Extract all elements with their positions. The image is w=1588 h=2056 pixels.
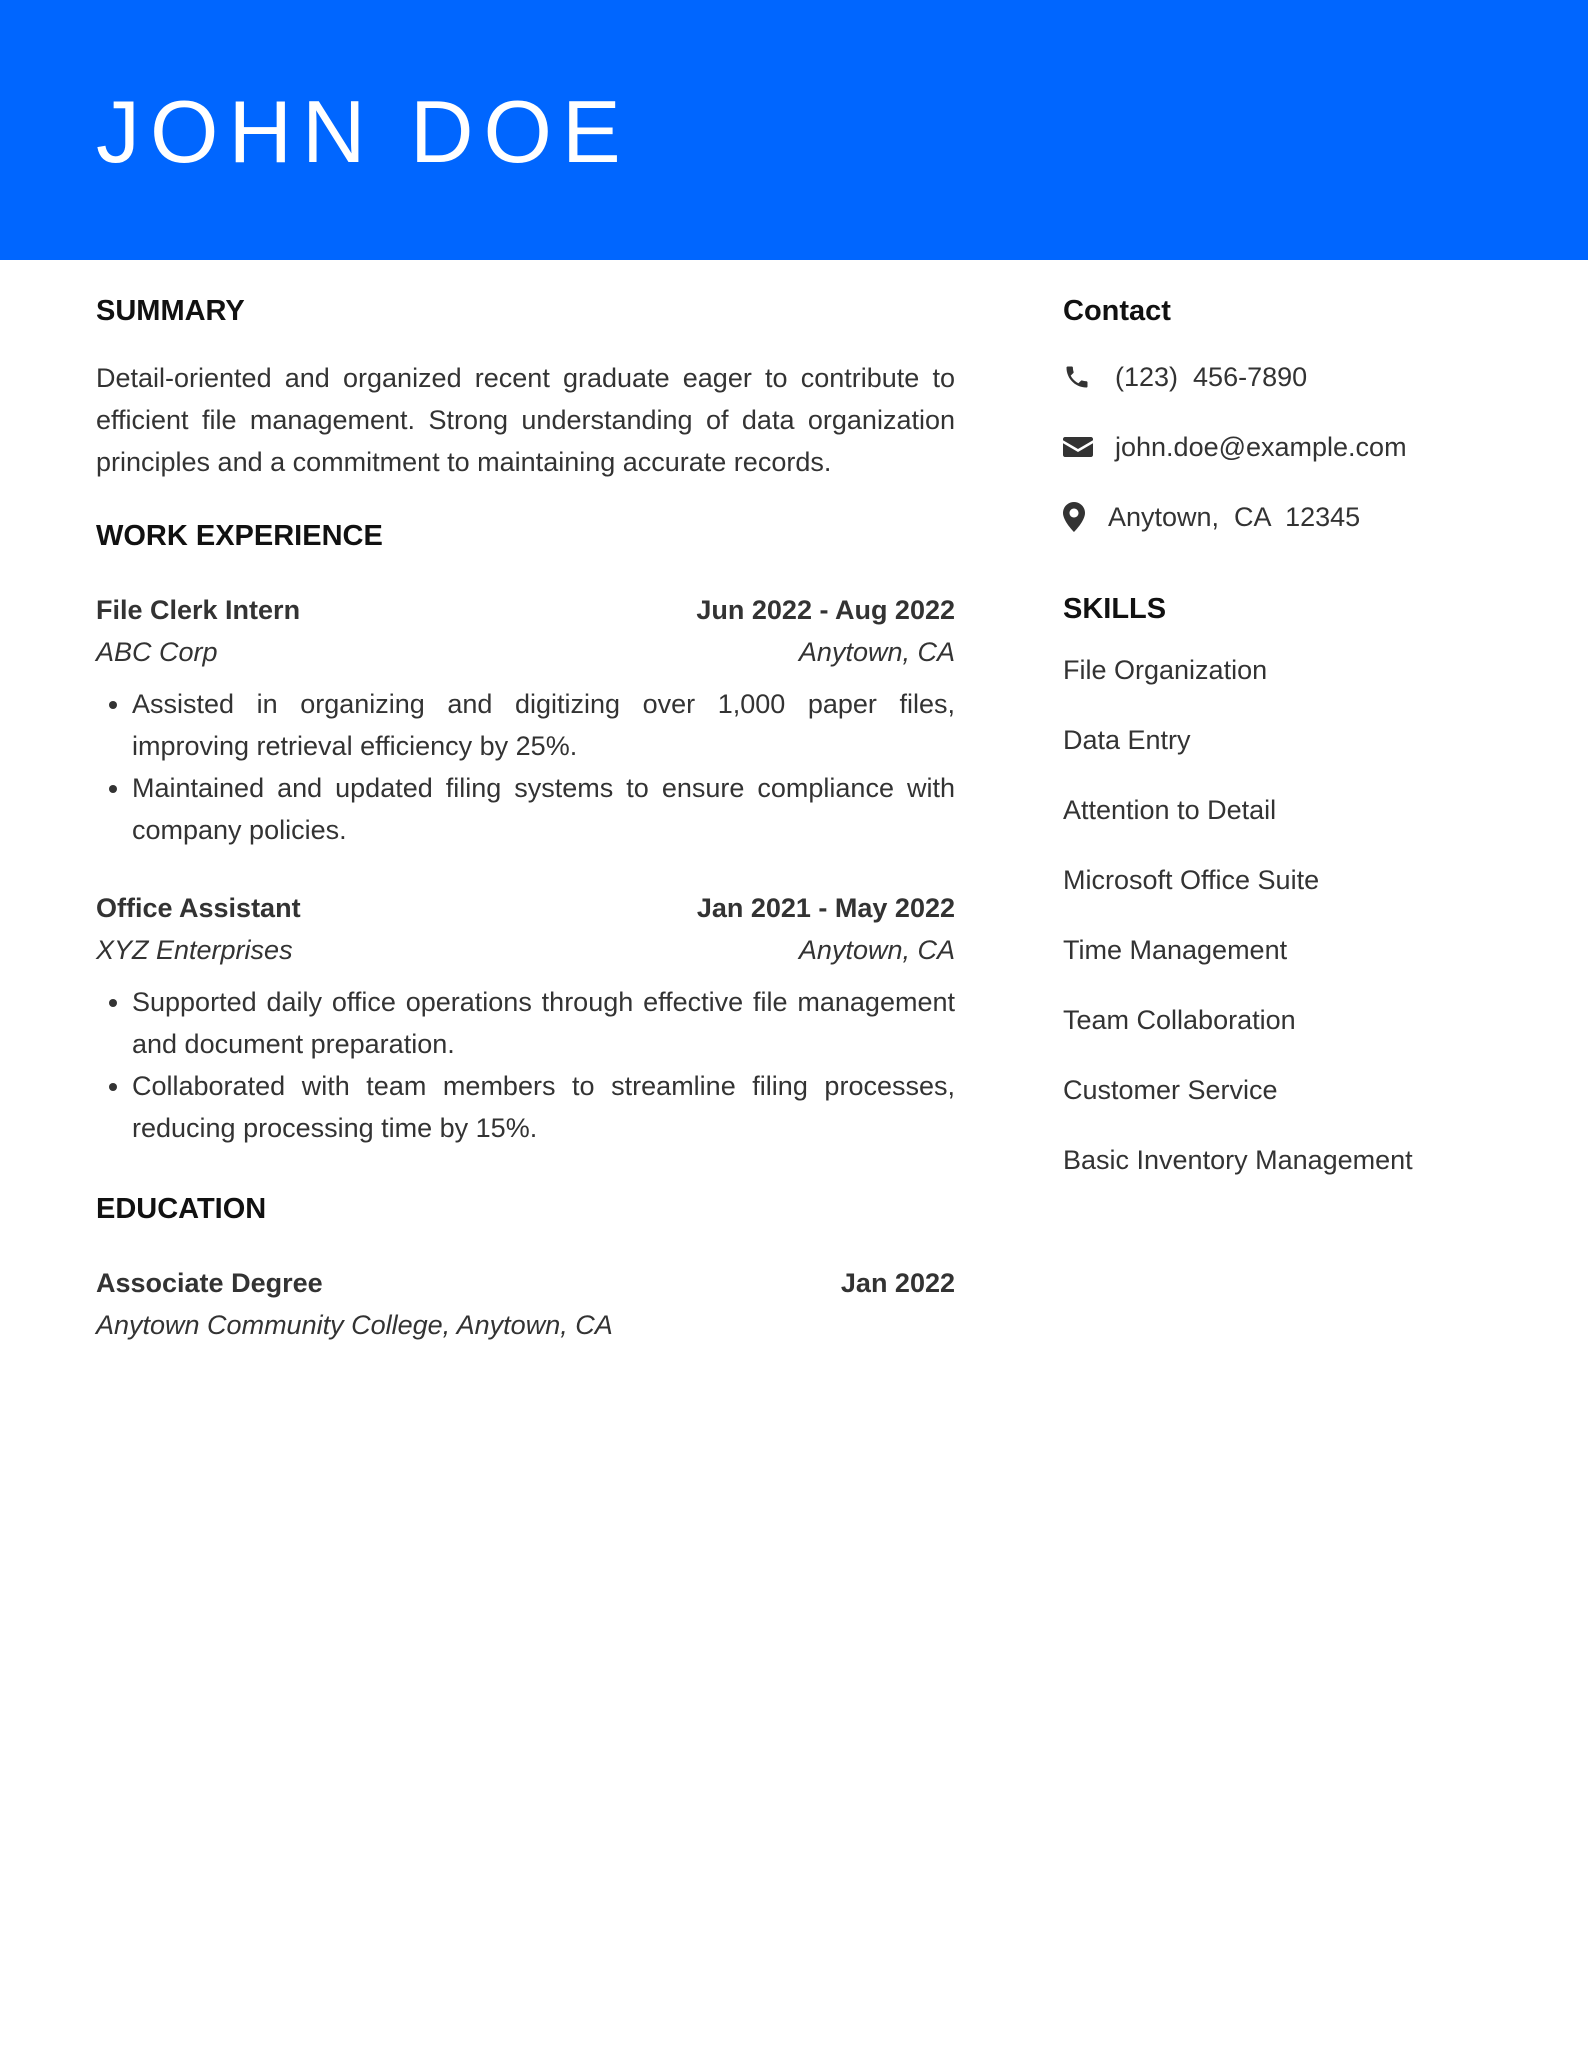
education-entry <box>96 1262 955 1346</box>
contact-phone <box>1063 356 1523 398</box>
candidate-name: JOHN DOE <box>96 82 631 181</box>
contact-phone-text[interactable]: (123) 456-7890 <box>1115 361 1308 392</box>
summary-text: Detail-oriented and organized recent graduate eager to contribute to efficient file management. Strong understanding of data organization principles and a commitment to maintaining accurate records. <box>96 363 955 477</box>
job-position: Office Assistant <box>96 893 301 923</box>
skills-heading: SKILLS <box>1063 593 1167 625</box>
job-entry <box>96 887 955 1149</box>
education-school: Anytown Community College, Anytown, CA <box>96 1310 613 1340</box>
education-degree: Associate Degree <box>96 1268 323 1298</box>
skill-item: File Organization <box>1063 655 1268 685</box>
contact-email-text[interactable]: john.doe@example.com <box>1115 431 1407 462</box>
envelope-icon <box>1063 426 1115 468</box>
contact-list <box>1063 356 1523 538</box>
skill-item: Customer Service <box>1063 1075 1278 1105</box>
contact-heading: Contact <box>1063 295 1171 327</box>
skill-item: Attention to Detail <box>1063 795 1277 825</box>
contact-address <box>1063 496 1523 538</box>
skill-item: Basic Inventory Management <box>1063 1145 1413 1175</box>
job-location: Anytown, CA <box>798 935 955 965</box>
job-company: XYZ Enterprises <box>96 935 293 965</box>
contact-address-text: Anytown, CA 12345 <box>1108 501 1361 532</box>
job-header-row <box>96 589 955 631</box>
main-column <box>96 260 955 1346</box>
job-bullet: • Assisted in organizing and digitizing over 1,000 paper files, improving retrieval efficiency by 25%. <box>132 683 955 767</box>
job-header-row <box>96 887 955 929</box>
job-bullet: • Supported daily office operations through effective file management and document preparation. <box>132 981 955 1065</box>
job-subheader-row <box>96 929 955 971</box>
job-position: File Clerk Intern <box>96 595 301 625</box>
phone-icon <box>1063 356 1115 398</box>
job-bullets <box>96 981 955 1149</box>
skill-item: Microsoft Office Suite <box>1063 865 1320 895</box>
education-header-row <box>96 1262 955 1304</box>
header-banner <box>0 0 1588 260</box>
education-heading: EDUCATION <box>96 1193 267 1225</box>
skills-list <box>1063 649 1523 1181</box>
education-date: Jan 2022 <box>840 1268 955 1298</box>
contact-email <box>1063 426 1523 468</box>
job-location: Anytown, CA <box>798 637 955 667</box>
map-marker-icon <box>1063 496 1108 538</box>
job-dates: Jan 2021 - May 2022 <box>696 893 955 923</box>
summary-heading: SUMMARY <box>96 295 245 327</box>
skill-item: Team Collaboration <box>1063 1005 1296 1035</box>
job-company: ABC Corp <box>96 637 218 667</box>
job-bullet: • Maintained and updated filing systems to ensure compliance with company policies. <box>132 767 955 851</box>
job-bullets <box>96 683 955 851</box>
job-entry <box>96 589 955 851</box>
skill-item: Time Management <box>1063 935 1288 965</box>
job-bullet: • Collaborated with team members to streamline filing processes, reducing processing time by 15%. <box>132 1065 955 1149</box>
job-dates: Jun 2022 - Aug 2022 <box>696 595 955 625</box>
job-subheader-row <box>96 631 955 673</box>
education-school-row <box>96 1304 955 1346</box>
work-experience-heading: WORK EXPERIENCE <box>96 520 383 552</box>
skill-item: Data Entry <box>1063 725 1191 755</box>
sidebar-column <box>1063 260 1523 1209</box>
